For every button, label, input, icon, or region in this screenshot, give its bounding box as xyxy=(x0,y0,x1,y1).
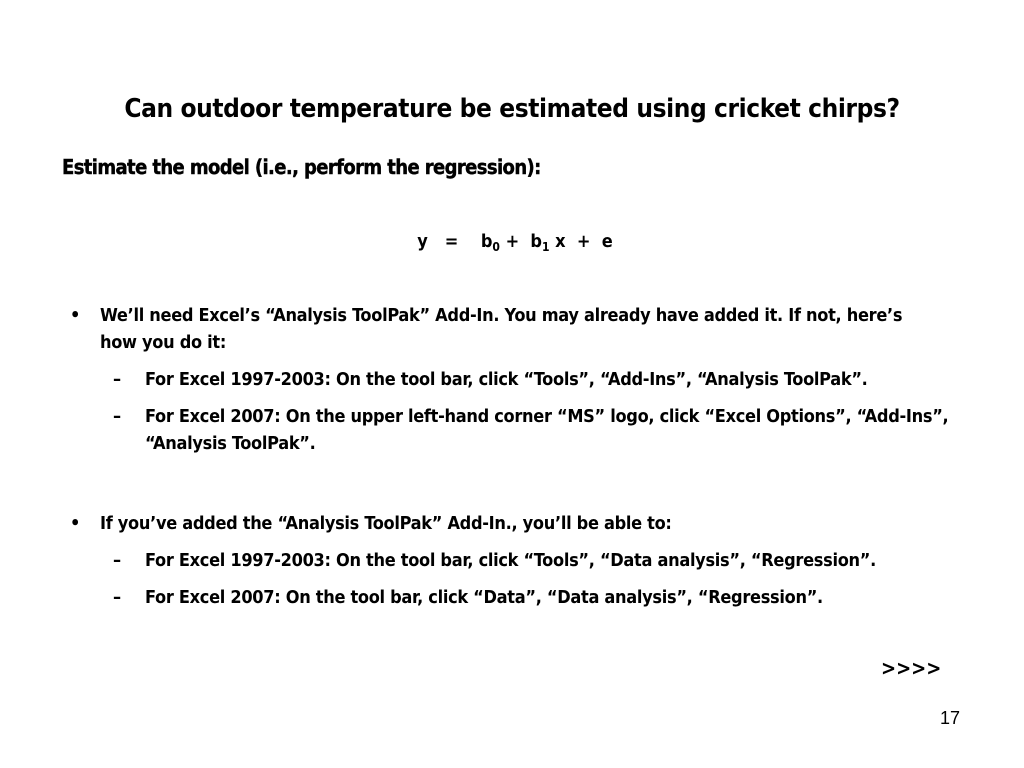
bullet-text: We’ll need Excel’s “Analysis ToolPak” Add-In. You may already have added it. If not, here’s how you do it: xyxy=(100,305,903,353)
regression-equation xyxy=(0,227,1024,257)
sub-item-text: For Excel 1997-2003: On the tool bar, click “Tools”, “Add-Ins”, “Analysis ToolPak”. xyxy=(145,369,868,390)
sub-item xyxy=(0,547,955,574)
dash-mark: – xyxy=(113,550,121,571)
equation-x: x xyxy=(555,231,566,252)
equation-sub-0: 0 xyxy=(492,240,500,254)
equation-y: y xyxy=(417,231,428,252)
equation-e: e xyxy=(601,231,613,252)
sub-item-text: For Excel 2007: On the upper left-hand corner “MS” logo, click “Excel Options”, “Add-Ins”, “Analysis ToolPak”. xyxy=(145,406,949,454)
dash-mark: – xyxy=(113,587,121,608)
sub-item xyxy=(0,366,955,393)
equation-sub-1: 1 xyxy=(542,240,550,254)
page-number: 17 xyxy=(940,708,961,728)
equation-plus-1: + xyxy=(505,231,520,252)
slide-subtitle: Estimate the model (i.e., perform the regression): xyxy=(62,155,541,179)
bullet-text: If you’ve added the “Analysis ToolPak” Add-In., you’ll be able to: xyxy=(100,513,672,534)
dash-mark: – xyxy=(113,369,121,390)
slide-title: Can outdoor temperature be estimated using cricket chirps? xyxy=(124,94,900,124)
bullet-block-2 xyxy=(0,510,1024,611)
bullet-mark: • xyxy=(70,513,81,534)
bullet-mark: • xyxy=(70,305,81,326)
equation-b1: b xyxy=(530,231,543,252)
sub-item xyxy=(0,403,955,457)
sub-item xyxy=(0,584,955,611)
sub-item-text: For Excel 2007: On the tool bar, click “Data”, “Data analysis”, “Regression”. xyxy=(145,587,823,608)
equation-plus-2: + xyxy=(576,231,591,252)
bullet-item xyxy=(0,302,920,356)
next-slide-marker: >>>> xyxy=(881,656,942,680)
dash-mark: – xyxy=(113,406,121,427)
bullet-item xyxy=(0,510,920,537)
equation-equals: = xyxy=(444,231,459,252)
bullet-block-1 xyxy=(0,302,1024,457)
equation-b0: b xyxy=(480,231,493,252)
sub-item-text: For Excel 1997-2003: On the tool bar, click “Tools”, “Data analysis”, “Regression”. xyxy=(145,550,876,571)
